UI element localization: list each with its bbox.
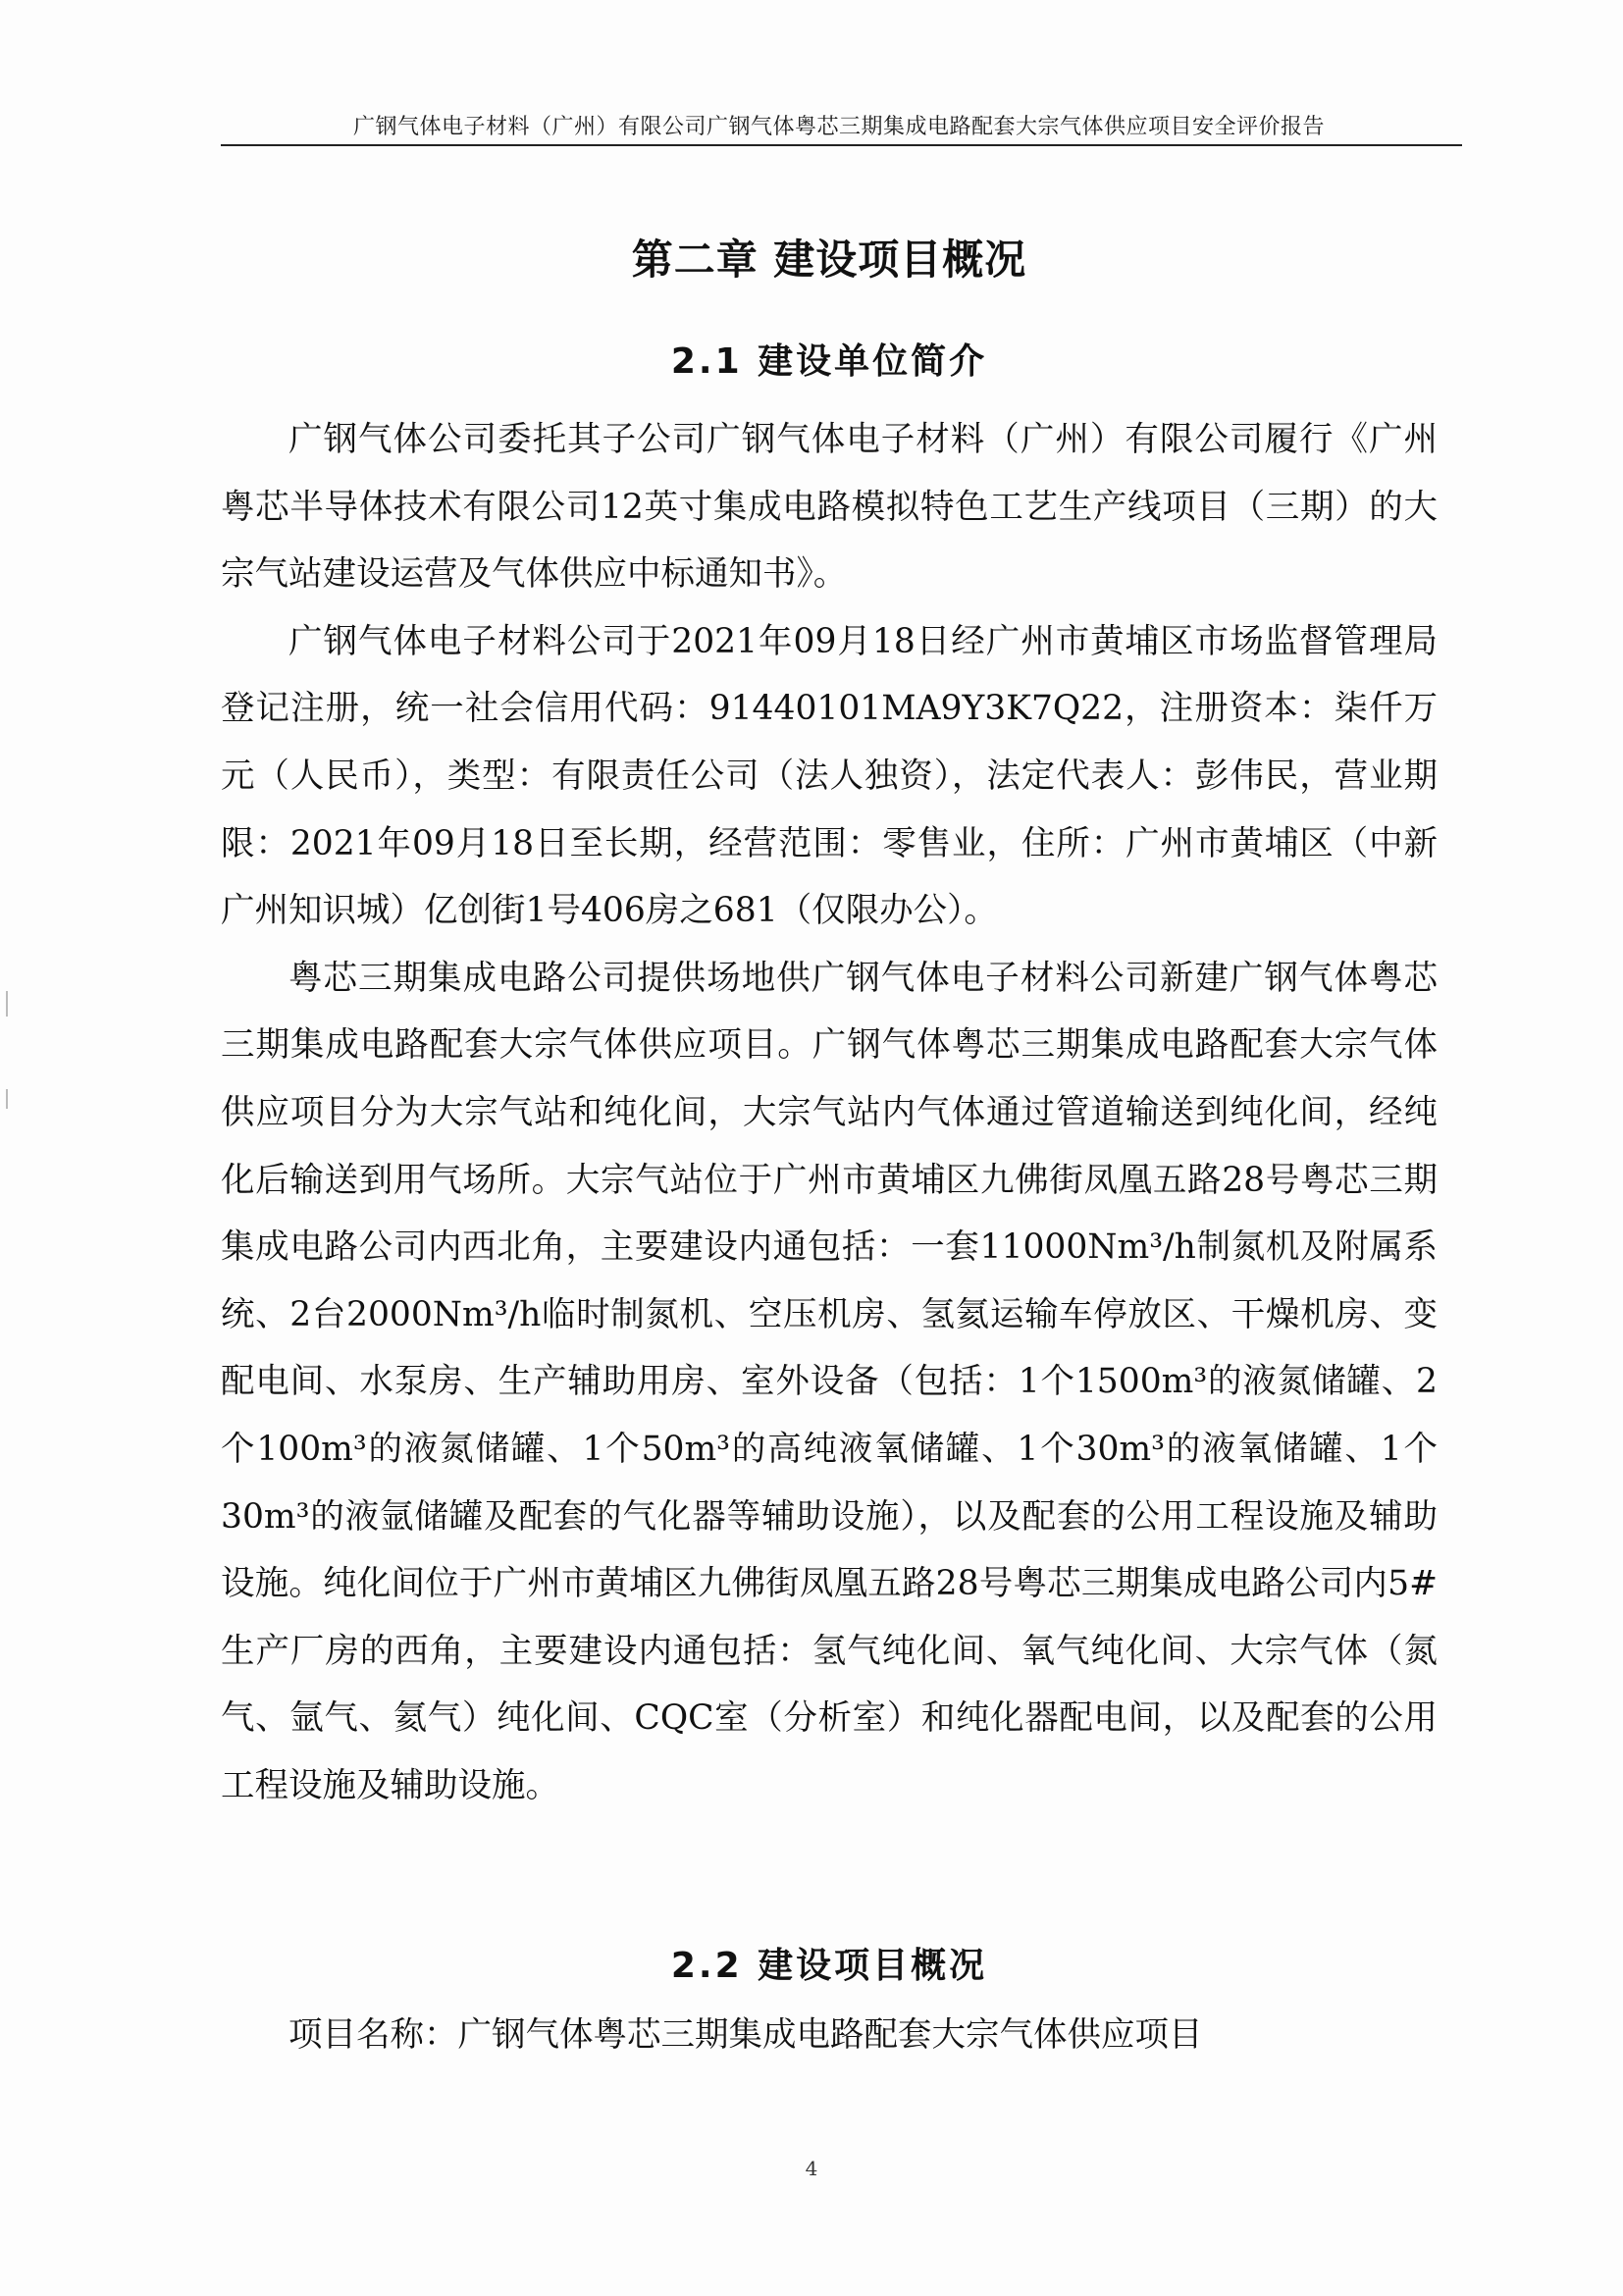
scan-margin-mark: [6, 1089, 8, 1109]
section-title-2-2: 2.2 建设项目概况: [670, 1946, 988, 1986]
paragraph: 广钢气体电子材料公司于2021年09月18日经广州市黄埔区市场监督管理局登记注册，统一社会信用代码：91440101MA9Y3K7Q22，注册资本：柒仟万元（人民币），类型：有限责任公司（法人独资），法定代表人：彭伟民，营业期限：2021年09月18日至长期，经营范围：零售业，住所：广州市黄埔区（中新广州知识城）亿创街1号406房之681（仅限办公）。: [221, 621, 1438, 931]
paragraph: 粤芯三期集成电路公司提供场地供广钢气体电子材料公司新建广钢气体粤芯三期集成电路配套大宗气体供应项目。广钢气体粤芯三期集成电路配套大宗气体供应项目分为大宗气站和纯化间，大宗气站内气体通过管道输送到纯化间，经纯化后输送到用气场所。大宗气站位于广州市黄埔区九佛街凤凰五路28号粤芯三期集成电路公司内西北角，主要建设内通包括：一套11000Nm³/h制氮机及附属系统、2台2000Nm³/h临时制氮机、空压机房、氢氦运输车停放区、干燥机房、变配电间、水泵房、生产辅助用房、室外设备（包括：1个1500m³的液氮储罐、2个100m³的液氮储罐、1个50m³的高纯液氧储罐、1个30m³的液氧储罐、1个30m³的液氩储罐及配套的气化器等辅助设施），以及配套的公用工程设施及辅助设施。纯化间位于广州市黄埔区九佛街凤凰五路28号粤芯三期集成电路公司内5#生产厂房的西角，主要建设内通包括：氢气纯化间、氧气纯化间、大宗气体（氮气、氩气、氦气）纯化间、CQC室（分析室）和纯化器配电间，以及配套的公用工程设施及辅助设施。: [221, 958, 1438, 1805]
header-rule: [221, 144, 1462, 146]
running-header: 广钢气体电子材料（广州）有限公司广钢气体粤芯三期集成电路配套大宗气体供应项目安全评价报告: [352, 115, 1325, 139]
page-number: 4: [805, 2157, 818, 2180]
section-2-2-body: [221, 2002, 1438, 2069]
paragraph: 广钢气体公司委托其子公司广钢气体电子材料（广州）有限公司履行《广州粤芯半导体技术有限公司12英寸集成电路模拟特色工艺生产线项目（三期）的大宗气站建设运营及气体供应中标通知书》。: [221, 420, 1438, 595]
scan-margin-mark: [6, 991, 8, 1017]
section-title-2-1: 2.1 建设单位简介: [670, 341, 988, 382]
paragraph: 项目名称：广钢气体粤芯三期集成电路配套大宗气体供应项目: [288, 2015, 1203, 2055]
chapter-title: 第二章 建设项目概况: [631, 235, 1027, 284]
section-2-1-body: [221, 406, 1438, 1819]
